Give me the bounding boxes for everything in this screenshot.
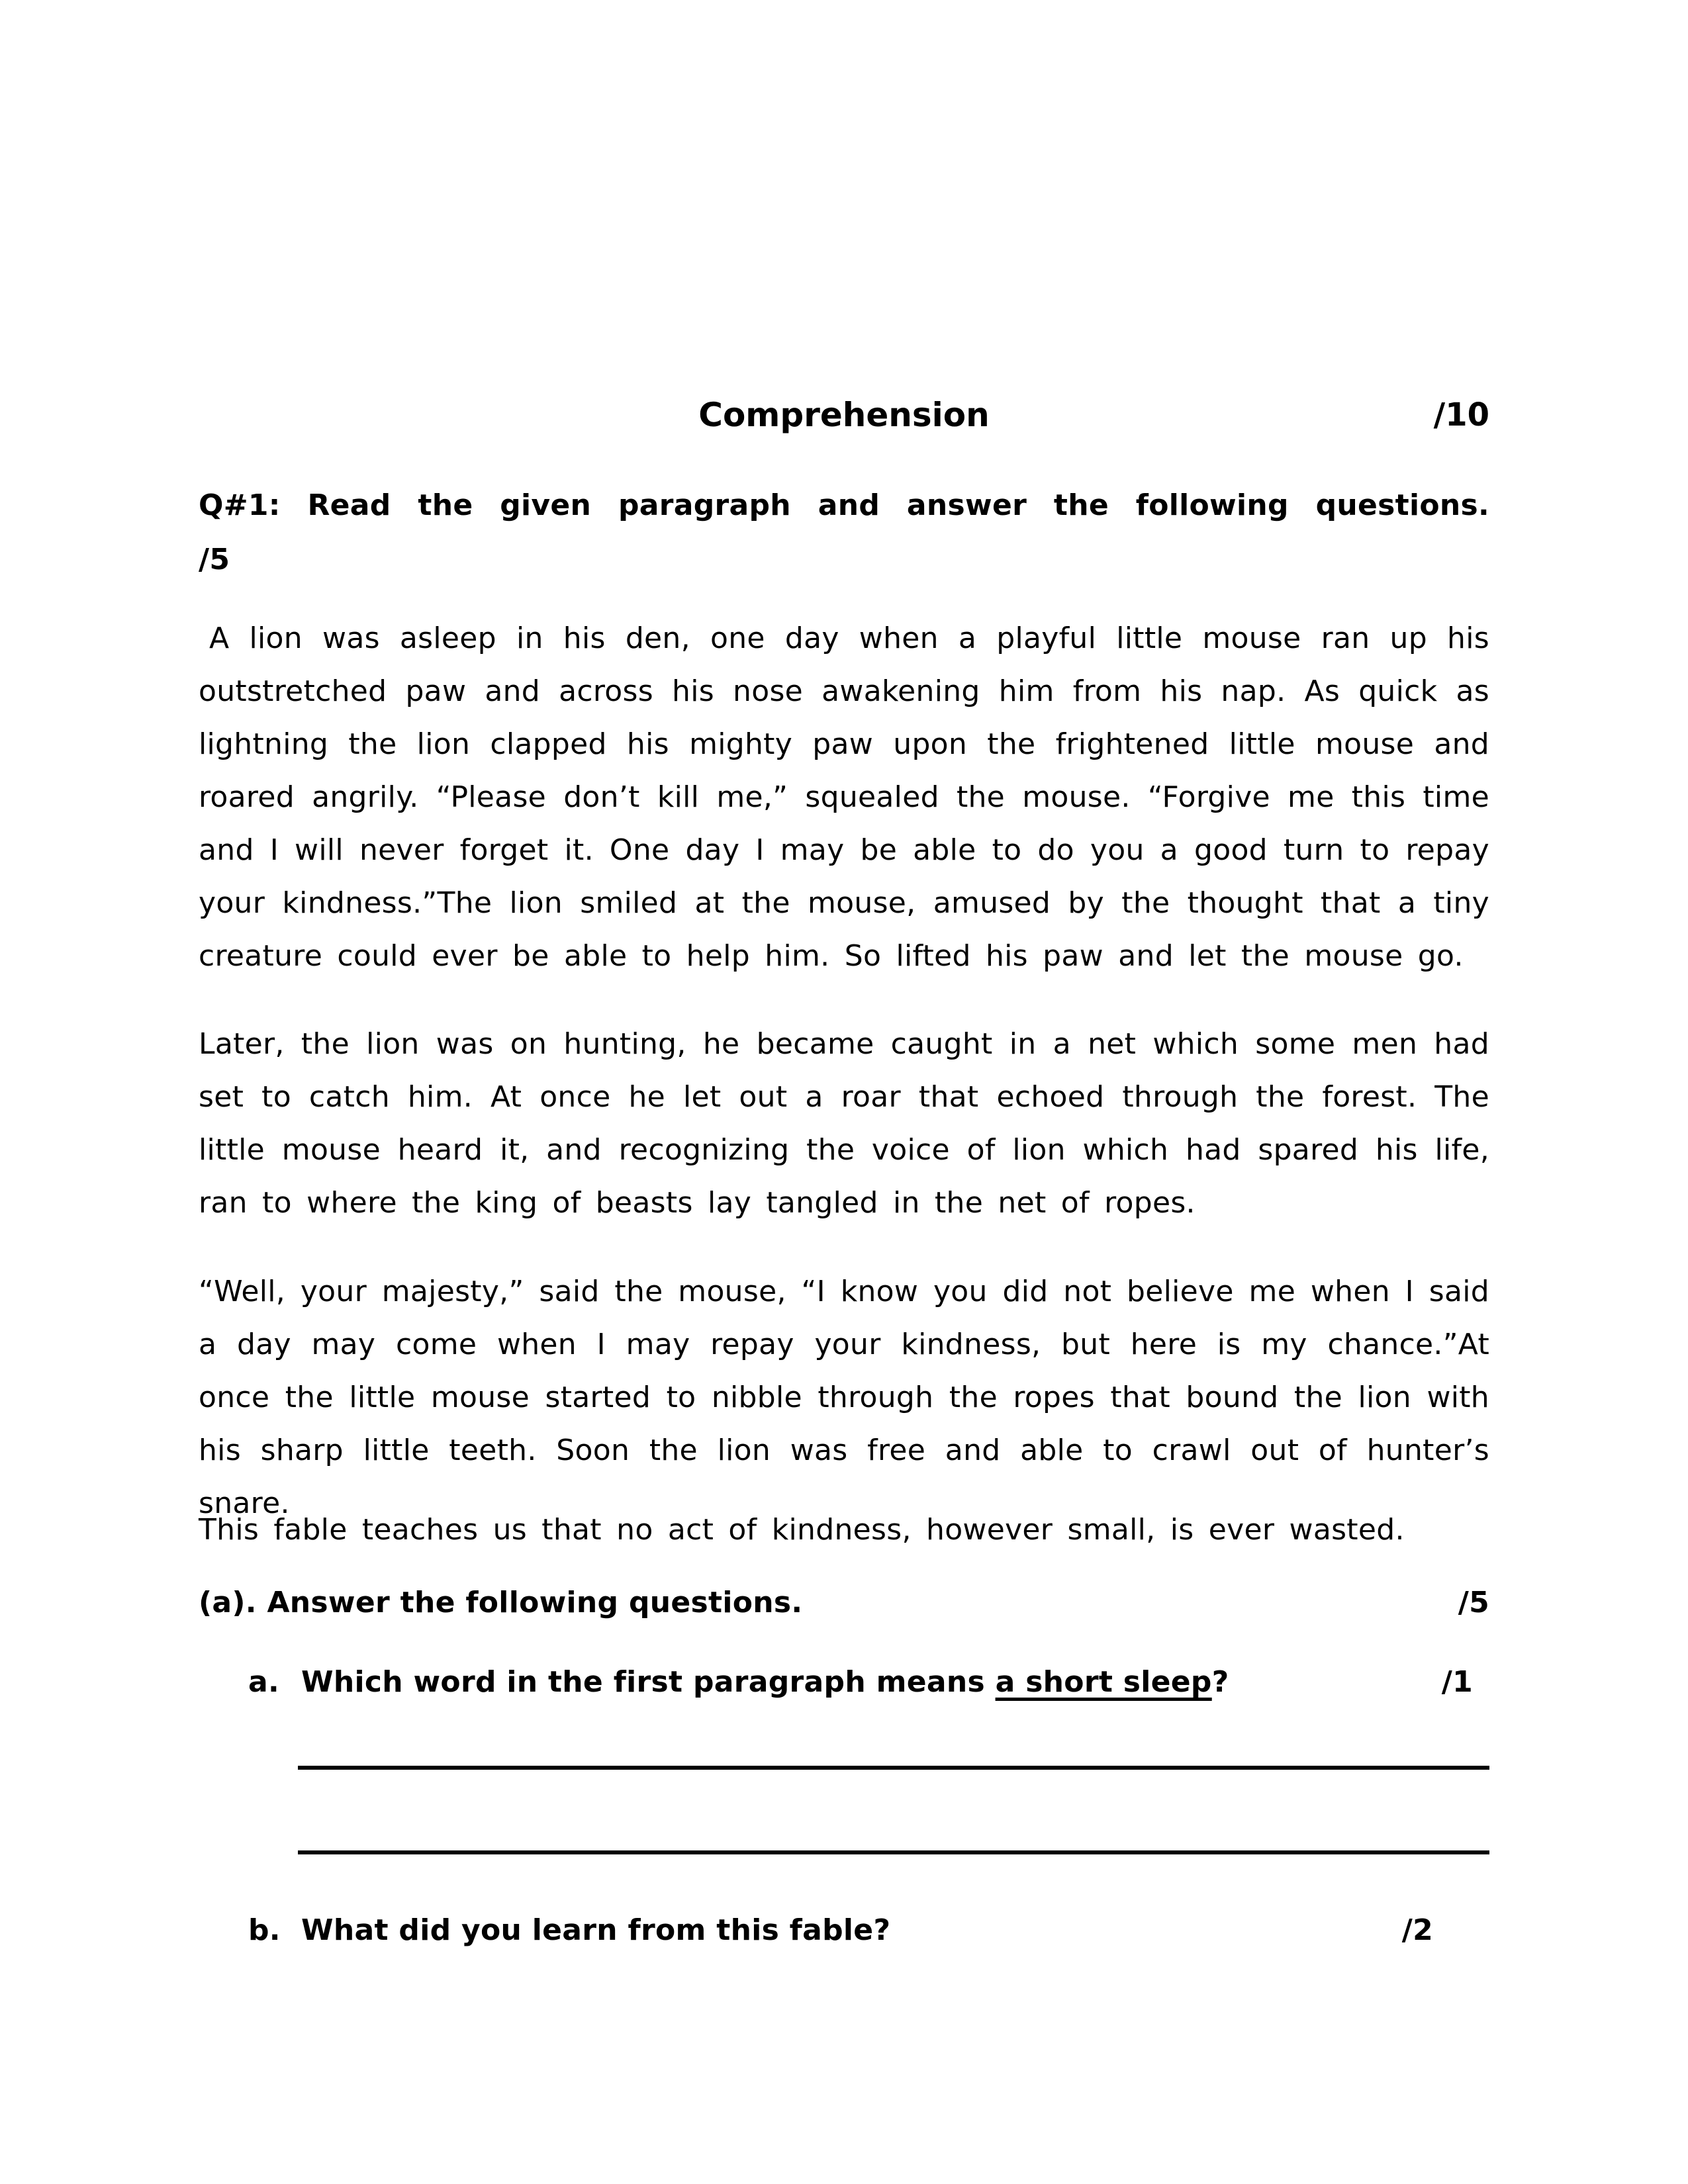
question-b-text: What did you learn from this fable?: [301, 1913, 891, 1947]
question-a-text-before: Which word in the first paragraph means: [301, 1665, 996, 1699]
question-a-underlined-phrase: a short sleep: [995, 1665, 1212, 1699]
question-a-text-after: ?: [1211, 1665, 1229, 1699]
answer-line-1: [298, 1766, 1489, 1770]
question-1-heading: Q#1: Read the given paragraph and answer the following questions.: [199, 488, 1489, 522]
passage-paragraph-1: A lion was asleep in his den, one day when a playful little mouse ran up his outstretched paw and across his nose awakening him from his nap. As quick as lightning the lion clapped his mighty paw upon the frightened little mouse and roared angrily. “Please don’t kill me,” squealed the mouse. “Forgive me this time and I will never forget it. One day I may be able to do you a good turn to repay your kindness.”The lion smiled at the mouse, amused by the thought that a tiny creature could ever be able to help him. So lifted his paw and let the mouse go.: [199, 621, 1489, 973]
question-a-marks: /1: [1441, 1665, 1473, 1699]
question-1-marks: /5: [199, 543, 230, 576]
section-a-marks: /5: [1458, 1586, 1489, 1619]
passage-paragraph-2: Later, the lion was on hunting, he became caught in a net which some men had set to catch him. At once he let out a roar that echoed through the forest. The little mouse heard it, and recognizing the voice of lion which had spared his life, ran to where the king of beasts lay tangled in the net of ropes.: [199, 1027, 1489, 1220]
section-a-row: [199, 1576, 1489, 1629]
section-a-heading: (a). Answer the following questions.: [199, 1586, 803, 1619]
question-b-row: [199, 1904, 1489, 1957]
question-a-marker: a.: [248, 1665, 280, 1699]
question-b-marks: /2: [1401, 1913, 1433, 1947]
title-marks: /10: [1433, 396, 1489, 433]
passage-paragraph-3: “Well, your majesty,” said the mouse, “I know you did not believe me when I said a day may come when I may repay your kindness, but here is my chance.”At once the little mouse started to nibble through the ropes that bound the lion with his sharp little teeth. Soon the lion was free and able to crawl out of hunter’s snare.: [199, 1275, 1489, 1520]
question-1-heading-block: [199, 478, 1489, 587]
title-row: [199, 392, 1489, 445]
question-b-marker: b.: [248, 1913, 281, 1947]
question-a-row: [199, 1656, 1489, 1709]
question-a-text: [301, 1656, 1442, 1709]
passage-moral: This fable teaches us that no act of kindness, however small, is ever wasted.: [199, 1513, 1405, 1547]
page-title: Comprehension: [698, 396, 990, 434]
answer-line-2: [298, 1850, 1489, 1854]
